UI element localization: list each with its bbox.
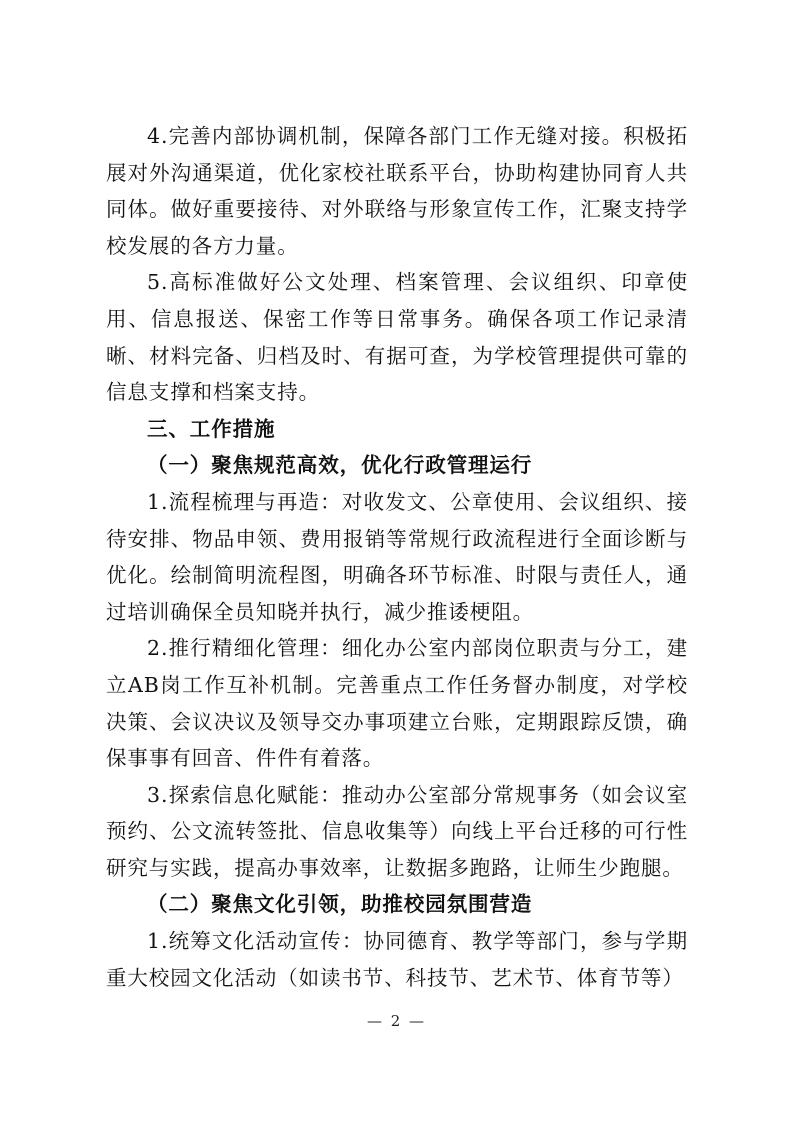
paragraph-process-reengineering: 1.流程梳理与再造：对收发文、公章使用、会议组织、接待安排、物品申领、费用报销等常规行政流程进行全面诊断与优化。绘制简明流程图，明确各环节标准、时限与责任人，通过培训确保全员知晓并执行，减少推诿梗阻。 xyxy=(106,489,688,624)
document-body xyxy=(106,118,688,996)
paragraph-coordination: 4.完善内部协调机制，保障各部门工作无缝对接。积极拓展对外沟通渠道，优化家校社联系平台，协助构建协同育人共同体。做好重要接待、对外联络与形象宣传工作，汇聚支持学校发展的各方力量。 xyxy=(106,124,688,258)
paragraph-refined-management: 2.推行精细化管理：细化办公室内部岗位职责与分工，建立AB岗工作互补机制。完善重点工作任务督办制度，对学校决策、会议决议及领导交办事项建立台账，定期跟踪反馈，确保事事有回音、件件有着落。 xyxy=(106,636,688,771)
subsection-heading-culture: （二）聚焦文化引领，助推校园氛围营造 xyxy=(147,892,533,917)
page-number: — 2 — xyxy=(366,1012,427,1030)
paragraph-daily-affairs: 5.高标准做好公文处理、档案管理、会议组织、印章使用、信息报送、保密工作等日常事务。确保各项工作记录清晰、材料完备、归档及时、有据可查，为学校管理提供可靠的信息支撑和档案支持。 xyxy=(106,270,688,405)
paragraph-cultural-activities: 1.统筹文化活动宣传：协同德育、教学等部门，参与学期重大校园文化活动（如读书节、科技节、艺术节、体育节等） xyxy=(106,929,688,990)
paragraph-digitalization: 3.探索信息化赋能：推动办公室部分常规事务（如会议室预约、公文流转签批、信息收集等）向线上平台迁移的可行性研究与实践，提高办事效率，让数据多跑路，让师生少跑腿。 xyxy=(106,782,688,880)
section-heading-measures: 三、工作措施 xyxy=(147,416,276,441)
subsection-heading-administration: （一）聚焦规范高效，优化行政管理运行 xyxy=(147,453,533,478)
